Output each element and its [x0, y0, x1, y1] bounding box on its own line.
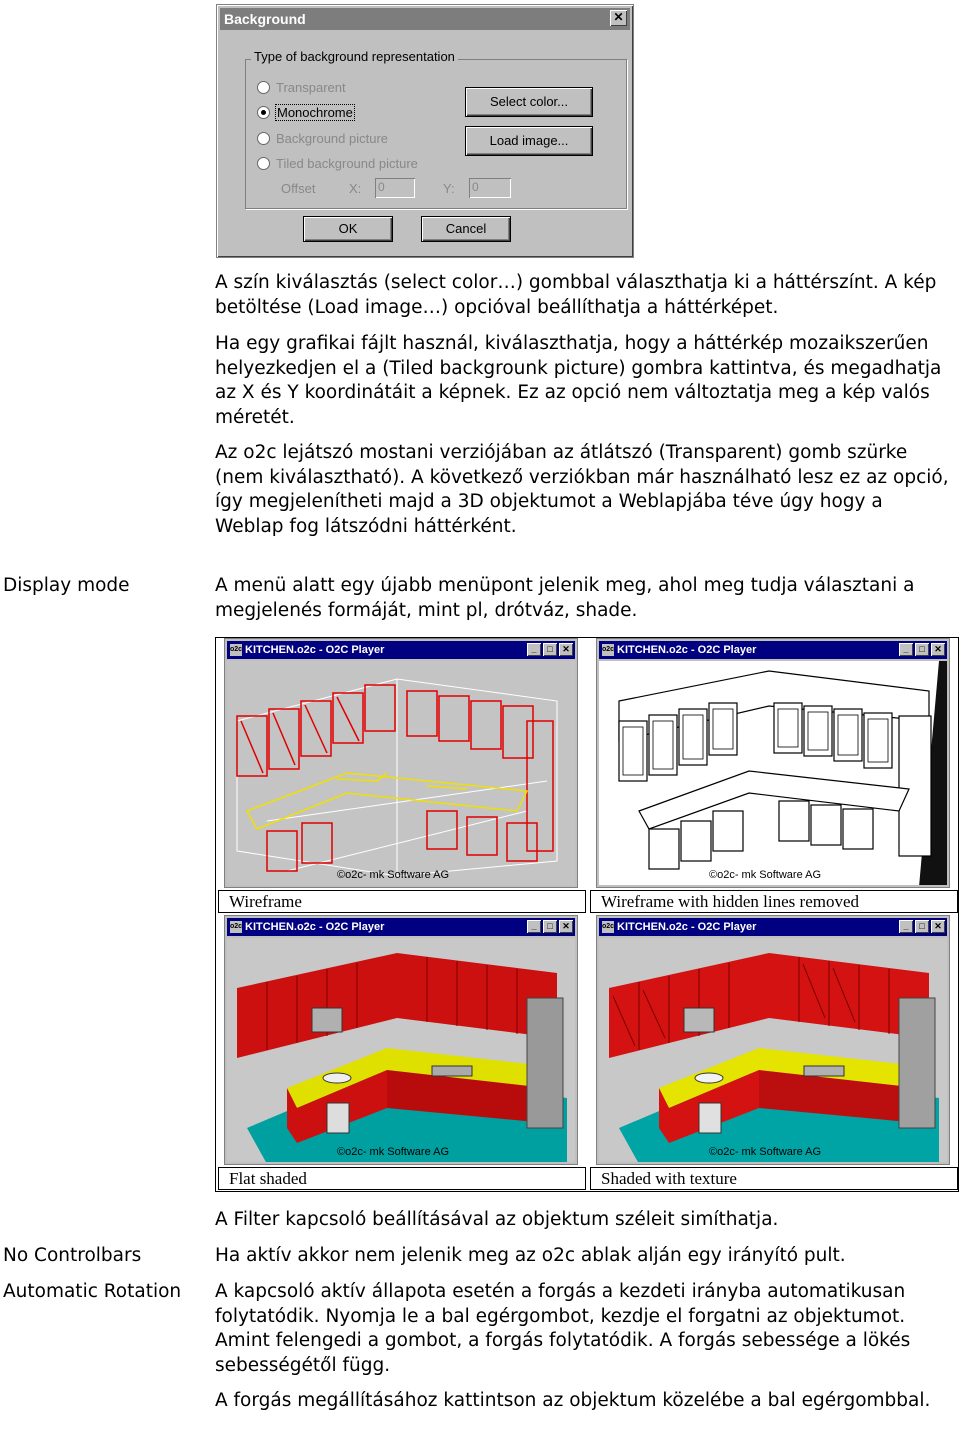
display-mode-screenshots [215, 637, 959, 1192]
dialog-close-icon[interactable]: ✕ [610, 10, 627, 26]
offset-x-input[interactable]: 0 [375, 178, 415, 198]
display-mode-term: Display mode [3, 575, 130, 596]
credit-text: ©o2c- mk Software AG [709, 1146, 822, 1158]
radio-circle-icon [257, 132, 270, 145]
player-titlebar [227, 918, 575, 936]
offset-y-input[interactable]: 0 [469, 178, 511, 198]
caption-flat-shaded: Flat shaded [218, 1167, 586, 1190]
minimize-icon[interactable]: _ [899, 920, 913, 933]
automatic-rotation-text-2: A forgás megállításához kattintson az objektum közelébe a bal egérgombbal. [215, 1390, 931, 1411]
radio-circle-icon [257, 81, 270, 94]
hidden-lines-kitchen-image [599, 661, 947, 885]
maximize-icon[interactable]: □ [915, 920, 929, 933]
minimize-icon[interactable]: _ [899, 643, 913, 656]
automatic-rotation-text: A kapcsoló aktív állapota esetén a forgás a kezdeti irányba automatikusan folytatódik. Nyomja le a bal egérgombot, kezdje el forgatni az objektumot. Amint felengedi a gombot, a forgás folytatódik. A forgás sebessége a lökés sebességétől függ. [215, 1281, 911, 1376]
credit-text: ©o2c- mk Software AG [709, 869, 822, 881]
no-controlbars-text: Ha aktív akkor nem jelenik meg az o2c ablak alján egy irányító pult. [215, 1245, 846, 1266]
render-canvas[interactable] [227, 938, 575, 1162]
offset-x-label: X: [349, 181, 362, 196]
credit-text: ©o2c- mk Software AG [337, 869, 450, 881]
panel-shaded-texture [588, 915, 960, 1192]
maximize-icon[interactable]: □ [543, 920, 557, 933]
player-title: KITCHEN.o2c - O2C Player [245, 921, 385, 933]
player-window [596, 915, 950, 1165]
player-title: KITCHEN.o2c - O2C Player [617, 644, 757, 656]
cancel-button[interactable]: Cancel [421, 216, 511, 242]
radio-tiled-background-picture[interactable]: Tiled background picture [257, 156, 418, 172]
group-label: Type of background representation [251, 49, 458, 65]
credit-text: ©o2c- mk Software AG [337, 1146, 450, 1158]
panel-hidden-lines [588, 638, 960, 915]
intro-paragraph-2: Ha egy grafikai fájlt használ, kiválaszthatja, hogy a háttérkép mozaikszerűen helyezkedjen el a (Tiled backgrounk picture) gombra kattintva, és megadhatja az X és Y koordinátáit a képnek. Ez az opció nem változtatja meg a kép valós méretét. [215, 333, 942, 428]
o2c-app-icon: o2c [602, 644, 614, 656]
player-window [596, 638, 950, 888]
caption-hidden-lines: Wireframe with hidden lines removed [590, 890, 958, 913]
player-titlebar [599, 641, 947, 659]
maximize-icon[interactable]: □ [915, 643, 929, 656]
close-icon[interactable]: ✕ [931, 920, 945, 933]
player-title: KITCHEN.o2c - O2C Player [245, 644, 385, 656]
automatic-rotation-term: Automatic Rotation [3, 1281, 182, 1302]
ok-button[interactable]: OK [303, 216, 393, 242]
radio-checked-icon [257, 106, 270, 119]
panel-flat-shaded [216, 915, 588, 1192]
offset-label: Offset [281, 181, 316, 196]
dialog-title: Background [224, 11, 306, 27]
minimize-icon[interactable]: _ [527, 643, 541, 656]
player-titlebar [599, 918, 947, 936]
render-canvas[interactable] [599, 938, 947, 1162]
o2c-app-icon: o2c [230, 644, 242, 656]
close-icon[interactable]: ✕ [559, 643, 573, 656]
textured-kitchen-image [599, 938, 947, 1162]
player-window [224, 915, 578, 1165]
filter-text: A Filter kapcsoló beállításával az objektum széleit simíthatja. [215, 1209, 779, 1230]
display-mode-text: A menü alatt egy újabb menüpont jelenik meg, ahol meg tudja választani a megjelenés formáját, mint pl, drótváz, shade. [215, 575, 915, 621]
flat-shaded-kitchen-image [227, 938, 575, 1162]
load-image-button[interactable]: Load image... [465, 126, 593, 156]
minimize-icon[interactable]: _ [527, 920, 541, 933]
no-controlbars-term: No Controlbars [3, 1245, 142, 1266]
player-window [224, 638, 578, 888]
radio-circle-icon [257, 157, 270, 170]
player-titlebar [227, 641, 575, 659]
offset-y-label: Y: [443, 181, 455, 196]
o2c-app-icon: o2c [230, 921, 242, 933]
render-canvas[interactable] [599, 661, 947, 885]
radio-background-picture[interactable]: Background picture [257, 131, 388, 147]
render-canvas[interactable] [227, 661, 575, 885]
wireframe-kitchen-image [227, 661, 575, 885]
background-dialog [216, 4, 634, 258]
caption-shaded-texture: Shaded with texture [590, 1167, 958, 1190]
dialog-titlebar [220, 8, 630, 30]
intro-paragraph-3: Az o2c lejátszó mostani verziójában az átlátszó (Transparent) gomb szürke (nem kiválasztható). A következő verziókban már használható lesz ez az opció, így megjelenítheti majd a 3D objektumot a Weblapjába téve úgy hogy a Weblap fog látszódni háttérként. [215, 442, 949, 537]
caption-wireframe: Wireframe [218, 890, 586, 913]
player-title: KITCHEN.o2c - O2C Player [617, 921, 757, 933]
select-color-button[interactable]: Select color... [465, 87, 593, 117]
o2c-app-icon: o2c [602, 921, 614, 933]
maximize-icon[interactable]: □ [543, 643, 557, 656]
intro-paragraph-1: A szín kiválasztás (select color…) gombbal választhatja ki a háttérszínt. A kép betöltése (Load image…) opcióval beállíthatja a háttérképet. [215, 272, 937, 318]
panel-wireframe [216, 638, 588, 915]
close-icon[interactable]: ✕ [931, 643, 945, 656]
radio-transparent[interactable]: Transparent [257, 80, 346, 96]
radio-monochrome[interactable]: Monochrome [257, 105, 354, 121]
close-icon[interactable]: ✕ [559, 920, 573, 933]
